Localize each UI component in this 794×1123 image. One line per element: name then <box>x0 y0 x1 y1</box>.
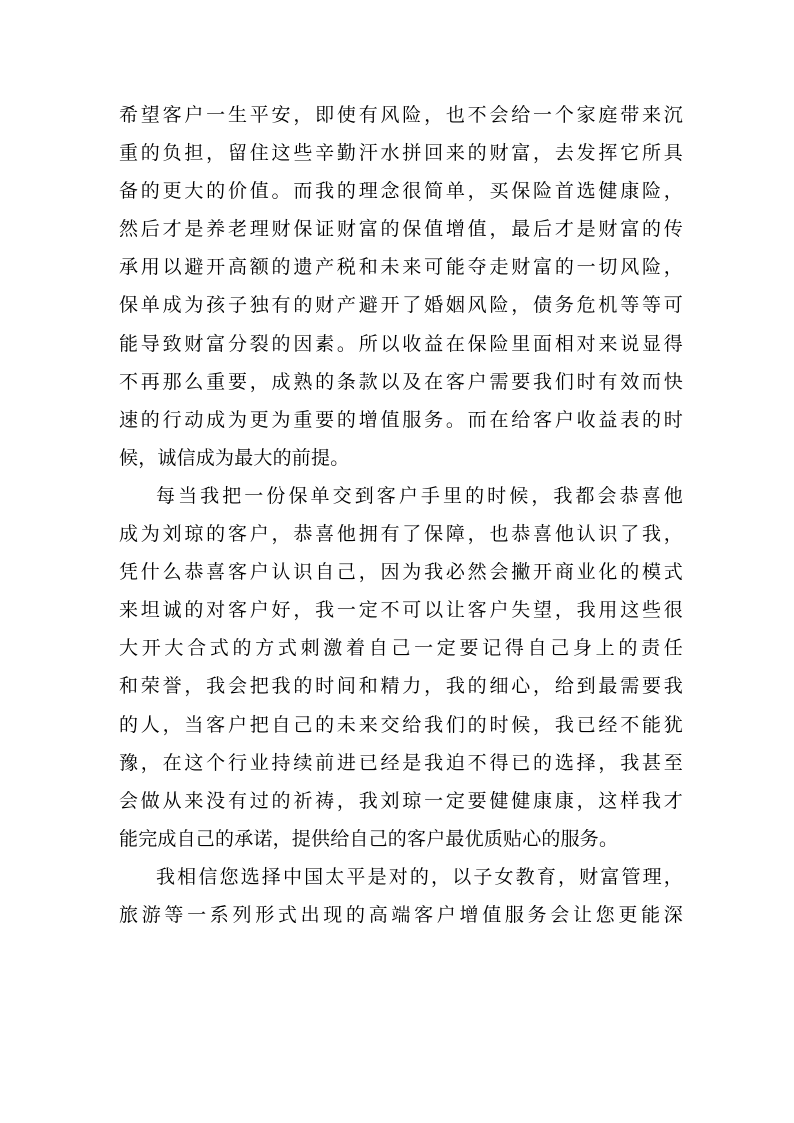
text-line: 豫，在这个行业持续前进已经是我迫不得已的选择，我甚至 <box>119 751 683 774</box>
text-line: 来坦诚的对客户好，我一定不可以让客户失望，我用这些很 <box>119 599 683 622</box>
text-line: 凭什么恭喜客户认识自己，因为我必然会撇开商业化的模式 <box>119 561 683 584</box>
text-line: 能完成自己的承诺，提供给自己的客户最优质贴心的服务。 <box>119 827 619 850</box>
text-line: 希望客户一生平安，即使有风险，也不会给一个家庭带来沉 <box>119 104 683 126</box>
paragraph-start-line: 我相信您选择中国太平是对的，以子女教育，财富管理， <box>156 865 683 888</box>
text-line: 候，诚信成为最大的前提。 <box>119 446 350 469</box>
text-line: 大开大合式的方式刺激着自己一定要记得自己身上的责任 <box>119 637 683 660</box>
text-line: 和荣誉，我会把我的时间和精力，我的细心，给到最需要我 <box>119 675 683 698</box>
text-line: 备的更大的价值。而我的理念很简单，买保险首选健康险， <box>119 180 683 203</box>
text-line: 能导致财富分裂的因素。所以收益在保险里面相对来说显得 <box>119 332 683 355</box>
text-line: 保单成为孩子独有的财产避开了婚姻风险，债务危机等等可 <box>119 294 683 317</box>
text-line: 成为刘琼的客户，恭喜他拥有了保障，也恭喜他认识了我， <box>119 523 683 546</box>
paragraph-start-line: 每当我把一份保单交到客户手里的时候，我都会恭喜他 <box>156 484 683 507</box>
text-line: 会做从来没有过的祈祷，我刘琼一定要健健康康，这样我才 <box>119 789 683 812</box>
text-line: 承用以避开高额的遗产税和未来可能夺走财富的一切风险， <box>119 256 683 279</box>
text-line: 不再那么重要，成熟的条款以及在客户需要我们时有效而快 <box>119 370 683 393</box>
text-line: 然后才是养老理财保证财富的保值增值，最后才是财富的传 <box>119 218 683 241</box>
text-line: 速的行动成为更为重要的增值服务。而在给客户收益表的时 <box>119 408 683 431</box>
text-line: 重的负担，留住这些辛勤汗水拼回来的财富，去发挥它所具 <box>119 142 683 165</box>
text-line: 旅游等一系列形式出现的高端客户增值服务会让您更能深 <box>119 903 683 926</box>
body-text <box>119 96 683 934</box>
text-line: 的人，当客户把自己的未来交给我们的时候，我已经不能犹 <box>119 713 683 736</box>
